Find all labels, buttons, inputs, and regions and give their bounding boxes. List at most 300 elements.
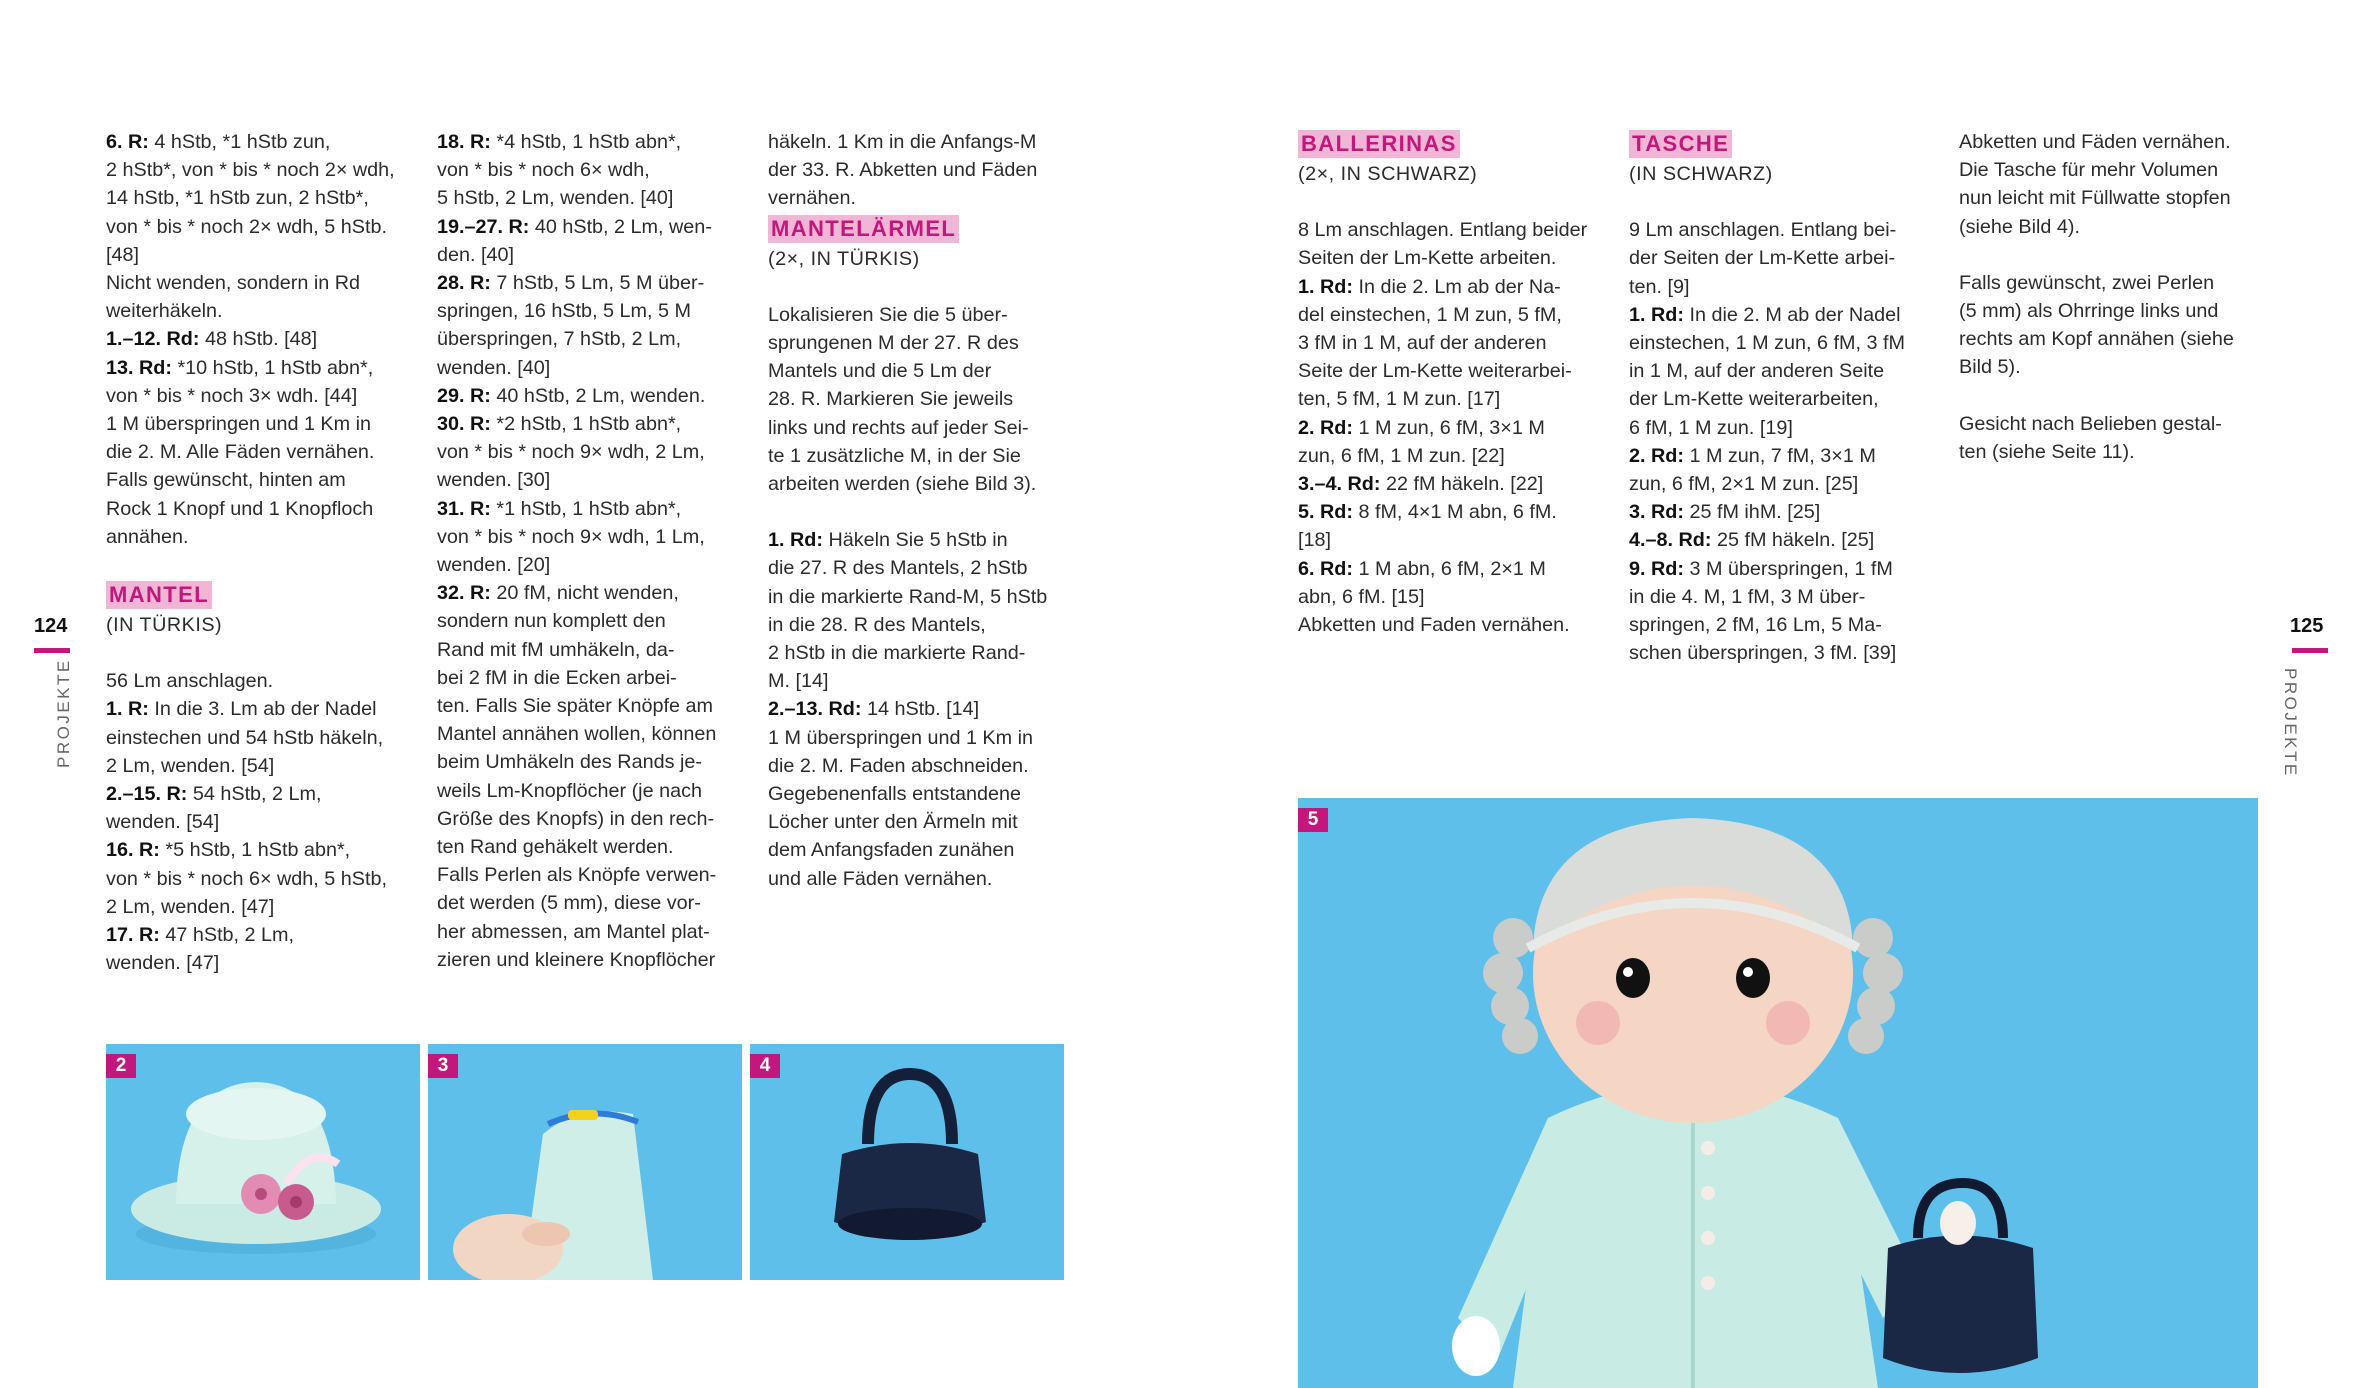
instruction-text: 25 fM häkeln. [25]: [1711, 529, 1875, 552]
instruction-text: von * bis * noch 2× wdh, 5 hStb.: [106, 215, 387, 238]
instruction-line: [437, 297, 737, 325]
row-label: 1. Rd:: [768, 529, 823, 552]
section-heading: [1298, 128, 1598, 160]
instruction-text: Rand mit fM umhäkeln, da-: [437, 638, 675, 661]
instruction-text: In die 3. Lm ab der Nadel: [148, 698, 377, 721]
instruction-text: springen, 2 fM, 16 Lm, 5 Ma-: [1629, 614, 1882, 637]
instruction-line: [768, 442, 1068, 470]
instruction-line: [1298, 583, 1598, 611]
instruction-text: 2 Lm, wenden. [54]: [106, 754, 275, 777]
instruction-text: 14 hStb, *1 hStb zun, 2 hStb*,: [106, 187, 369, 210]
instruction-line: [1629, 329, 1929, 357]
instruction-text: te 1 zusätzliche M, in der Sie: [768, 444, 1021, 467]
instruction-text: Gegebenenfalls entstandene: [768, 783, 1021, 806]
instruction-text: von * bis * noch 3× wdh. [44]: [106, 384, 358, 407]
instruction-line: [106, 808, 406, 836]
instruction-line: [768, 780, 1068, 808]
section-heading: [768, 213, 1068, 245]
instruction-line: [106, 325, 406, 353]
row-label: 30. R:: [437, 413, 491, 436]
instruction-line: [437, 184, 737, 212]
instruction-text: weiterhäkeln.: [106, 300, 223, 323]
instruction-line: [437, 523, 737, 551]
row-label: 19.–27. R:: [437, 215, 530, 238]
instruction-text: häkeln. 1 Km in die Anfangs-M: [768, 131, 1037, 153]
instruction-line: [437, 551, 737, 579]
instruction-text: Nicht wenden, sondern in Rd: [106, 272, 361, 295]
instruction-line: [1959, 410, 2259, 438]
instruction-text: *2 hStb, 1 hStb abn*,: [490, 413, 682, 436]
row-label: 1.–12. Rd:: [106, 328, 200, 351]
instruction-line: [437, 128, 737, 156]
row-label: 32. R:: [437, 582, 491, 605]
instruction-line: [1959, 128, 2259, 156]
instruction-line: [437, 579, 737, 607]
instruction-text: M. [14]: [768, 670, 829, 693]
instruction-line: [1298, 442, 1598, 470]
instruction-line: [106, 893, 406, 921]
photo-badge-2: 2: [106, 1054, 136, 1078]
instruction-line: [768, 865, 1068, 893]
instruction-text: dem Anfangsfaden zunähen: [768, 839, 1015, 862]
photo-badge-5: 5: [1298, 808, 1328, 832]
instruction-text: 47 hStb, 2 Lm,: [159, 924, 295, 947]
instruction-line: [1959, 297, 2259, 325]
instruction-line: [106, 780, 406, 808]
instruction-line: [106, 382, 406, 410]
photo-badge-3: 3: [428, 1054, 458, 1078]
instruction-text: Seite der Lm-Kette weiterarbei-: [1298, 360, 1572, 383]
instruction-line: [1629, 301, 1929, 329]
instruction-line: [437, 325, 737, 353]
row-label: 31. R:: [437, 497, 491, 520]
row-label: 13. Rd:: [106, 356, 172, 379]
instruction-text: der Seiten der Lm-Kette arbei-: [1629, 247, 1896, 270]
instruction-line: [1629, 244, 1929, 272]
instruction-text: 14 hStb. [14]: [861, 698, 980, 721]
instruction-text: ten, 5 fM, 1 M zun. [17]: [1298, 388, 1501, 411]
instruction-line: [1629, 498, 1929, 526]
row-label: 16. R:: [106, 839, 160, 862]
instruction-line: [768, 470, 1068, 498]
instruction-line: [437, 664, 737, 692]
row-label: 2. Rd:: [1298, 416, 1353, 439]
instruction-text: Abketten und Faden vernähen.: [1298, 614, 1570, 637]
instruction-line: [1298, 611, 1598, 639]
instruction-text: 8 fM, 4×1 M abn, 6 fM.: [1352, 501, 1557, 524]
instruction-line: [768, 808, 1068, 836]
photo-doll: [1298, 798, 2258, 1388]
instruction-text: wenden. [20]: [437, 554, 551, 577]
text-column-1: [106, 128, 406, 977]
instruction-line: [1298, 414, 1598, 442]
instruction-line: [437, 918, 737, 946]
instruction-line: [437, 833, 737, 861]
instruction-text: 5 hStb, 2 Lm, wenden. [40]: [437, 187, 674, 210]
instruction-text: Die Tasche für mehr Volumen: [1959, 159, 2219, 182]
instruction-line: [768, 184, 1068, 212]
instruction-text: nun leicht mit Füllwatte stopfen: [1959, 187, 2231, 210]
section-heading-text: BALLERINAS: [1298, 130, 1460, 158]
instruction-line: [1959, 269, 2259, 297]
instruction-text: 1 M zun, 6 fM, 3×1 M: [1352, 416, 1545, 439]
instruction-text: 4 hStb, *1 hStb zun,: [148, 131, 331, 153]
instruction-line: [1298, 357, 1598, 385]
bag-illustration: [750, 1044, 1064, 1280]
instruction-line: [1629, 414, 1929, 442]
instruction-text: Falls gewünscht, hinten am: [106, 469, 346, 492]
instruction-text: ten Rand gehäkelt werden.: [437, 836, 674, 859]
instruction-line: [106, 466, 406, 494]
instruction-line: [437, 946, 737, 974]
instruction-text: Löcher unter den Ärmeln mit: [768, 811, 1018, 834]
instruction-line: [768, 329, 1068, 357]
instruction-text: 2 Lm, wenden. [47]: [106, 895, 275, 918]
instruction-line: [1298, 273, 1598, 301]
instruction-line: [106, 269, 406, 297]
instruction-line: [1298, 244, 1598, 272]
paragraph-gap: [1298, 188, 1598, 216]
instruction-text: arbeiten werden (siehe Bild 3).: [768, 473, 1037, 496]
text-column-5: [1629, 128, 1929, 667]
instruction-text: Größe des Knopfs) in den rech-: [437, 807, 715, 830]
instruction-text: die 27. R des Mantels, 2 hStb: [768, 557, 1028, 580]
row-label: 17. R:: [106, 924, 160, 947]
instruction-line: [437, 748, 737, 776]
paragraph-gap: [1959, 241, 2259, 269]
instruction-line: [437, 636, 737, 664]
row-label: 2.–15. R:: [106, 783, 188, 806]
instruction-line: [106, 667, 406, 695]
instruction-text: beim Umhäkeln des Rands je-: [437, 751, 702, 774]
instruction-line: [768, 639, 1068, 667]
row-label: 3. Rd:: [1629, 501, 1684, 524]
instruction-text: 1 M überspringen und 1 Km in: [768, 726, 1033, 749]
instruction-text: 8 Lm anschlagen. Entlang beider: [1298, 219, 1588, 242]
section-subheading: (IN TÜRKIS): [106, 614, 223, 637]
instruction-text: [18]: [1298, 529, 1331, 552]
instruction-text: 22 fM häkeln. [22]: [1380, 473, 1544, 496]
instruction-line: [106, 495, 406, 523]
instruction-line: [1959, 438, 2259, 466]
instruction-line: [106, 184, 406, 212]
instruction-text: Gesicht nach Belieben gestal-: [1959, 412, 2222, 435]
instruction-text: 1 M zun, 7 fM, 3×1 M: [1683, 444, 1876, 467]
instruction-line: [1629, 611, 1929, 639]
instruction-text: 9 Lm anschlagen. Entlang bei-: [1629, 219, 1897, 242]
instruction-line: [1629, 470, 1929, 498]
instruction-text: von * bis * noch 9× wdh, 1 Lm,: [437, 525, 705, 548]
instruction-line: [1959, 325, 2259, 353]
instruction-line: [1959, 184, 2259, 212]
instruction-line: [106, 410, 406, 438]
instruction-text: zun, 6 fM, 2×1 M zun. [25]: [1629, 473, 1859, 496]
text-column-4: [1298, 128, 1598, 639]
instruction-line: [1629, 526, 1929, 554]
instruction-line: [1959, 213, 2259, 241]
instruction-text: überspringen, 7 hStb, 2 Lm,: [437, 328, 682, 351]
photo-badge-4: 4: [750, 1054, 780, 1078]
instruction-line: [437, 805, 737, 833]
instruction-text: 6 fM, 1 M zun. [19]: [1629, 416, 1793, 439]
instruction-text: det werden (5 mm), diese vor-: [437, 892, 701, 915]
row-label: 2.–13. Rd:: [768, 698, 862, 721]
instruction-text: 40 hStb, 2 Lm, wenden.: [490, 384, 706, 407]
instruction-line: [768, 128, 1068, 156]
instruction-text: der Lm-Kette weiterarbeiten,: [1629, 388, 1879, 411]
instruction-line: [1629, 555, 1929, 583]
instruction-text: sondern nun komplett den: [437, 610, 666, 633]
paragraph-gap: [768, 273, 1068, 301]
instruction-line: [1629, 216, 1929, 244]
instruction-text: schen überspringen, 3 fM. [39]: [1629, 642, 1897, 665]
instruction-line: [437, 213, 737, 241]
instruction-line: [1298, 301, 1598, 329]
instruction-line: [768, 554, 1068, 582]
row-label: 6. R:: [106, 131, 149, 153]
instruction-text: 1 M abn, 6 fM, 2×1 M: [1352, 557, 1546, 580]
instruction-text: 56 Lm anschlagen.: [106, 670, 274, 693]
instruction-text: *1 hStb, 1 hStb abn*,: [490, 497, 682, 520]
instruction-line: [106, 297, 406, 325]
instruction-line: [437, 720, 737, 748]
instruction-line: [1298, 526, 1598, 554]
instruction-line: [1629, 273, 1929, 301]
instruction-text: vernähen.: [768, 187, 856, 210]
paragraph-gap: [1629, 188, 1929, 216]
instruction-text: einstechen und 54 hStb häkeln,: [106, 726, 384, 749]
row-label: 29. R:: [437, 384, 491, 407]
instruction-line: [768, 301, 1068, 329]
instruction-text: del einstechen, 1 M zun, 5 fM,: [1298, 303, 1562, 326]
instruction-line: [106, 921, 406, 949]
paragraph-gap: [106, 551, 406, 579]
instruction-line: [768, 611, 1068, 639]
instruction-line: [768, 724, 1068, 752]
section-heading: [1629, 128, 1929, 160]
instruction-text: springen, 16 hStb, 5 Lm, 5 M: [437, 300, 691, 323]
instruction-line: [1298, 555, 1598, 583]
instruction-line: [437, 777, 737, 805]
instruction-text: annähen.: [106, 525, 189, 548]
section-label-left: PROJEKTE: [54, 658, 73, 768]
instruction-text: *4 hStb, 1 hStb abn*,: [490, 131, 682, 153]
text-column-3: [768, 128, 1068, 893]
instruction-text: her abmessen, am Mantel plat-: [437, 920, 710, 943]
instruction-text: Mantel annähen wollen, können: [437, 723, 717, 746]
instruction-text: bei 2 fM in die Ecken arbei-: [437, 666, 677, 689]
instruction-line: [106, 949, 406, 977]
row-label: 3.–4. Rd:: [1298, 473, 1381, 496]
instruction-line: [1298, 470, 1598, 498]
instruction-line: [768, 752, 1068, 780]
instruction-text: die 2. M. Alle Fäden vernähen.: [106, 441, 375, 464]
section-heading: [106, 579, 406, 611]
instruction-text: *5 hStb, 1 hStb abn*,: [159, 839, 351, 862]
page-number-bar-left: [34, 648, 70, 653]
instruction-text: einstechen, 1 M zun, 6 fM, 3 fM: [1629, 332, 1905, 355]
instruction-line: [437, 438, 737, 466]
instruction-line: [1959, 156, 2259, 184]
instruction-text: (5 mm) als Ohrringe links und: [1959, 300, 2219, 323]
instruction-text: Falls gewünscht, zwei Perlen: [1959, 271, 2215, 294]
instruction-line: [106, 213, 406, 241]
page-number-right: 125: [2290, 615, 2324, 637]
instruction-text: 40 hStb, 2 Lm, wen-: [529, 215, 712, 238]
row-label: 6. Rd:: [1298, 557, 1353, 580]
text-column-6: [1959, 128, 2259, 466]
instruction-text: ten (siehe Seite 11).: [1959, 440, 2135, 463]
section-heading-text: TASCHE: [1629, 130, 1732, 158]
instruction-line: [437, 354, 737, 382]
instruction-text: *10 hStb, 1 hStb abn*,: [171, 356, 374, 379]
page-number-left: 124: [34, 615, 68, 637]
instruction-text: 3 M überspringen, 1 fM: [1683, 557, 1893, 580]
instruction-line: [106, 695, 406, 723]
instruction-line: [768, 526, 1068, 554]
instruction-line: [1629, 639, 1929, 667]
instruction-text: wenden. [30]: [437, 469, 551, 492]
row-label: 9. Rd:: [1629, 557, 1684, 580]
instruction-line: [106, 241, 406, 269]
instruction-text: 2 hStb in die markierte Rand-: [768, 642, 1026, 665]
instruction-text: in die 4. M, 1 fM, 3 M über-: [1629, 585, 1866, 608]
instruction-text: Häkeln Sie 5 hStb in: [822, 529, 1008, 552]
instruction-line: [768, 385, 1068, 413]
hat-illustration: [106, 1044, 420, 1280]
instruction-text: links und rechts auf jeder Sei-: [768, 416, 1029, 439]
instruction-line: [437, 495, 737, 523]
instruction-line: [1959, 353, 2259, 381]
instruction-text: 54 hStb, 2 Lm,: [187, 783, 322, 806]
instruction-text: Bild 5).: [1959, 356, 2021, 379]
instruction-line: [768, 357, 1068, 385]
instruction-line: [1298, 329, 1598, 357]
instruction-line: [106, 354, 406, 382]
instruction-text: weils Lm-Knopflöcher (je nach: [437, 779, 702, 802]
row-label: 1. Rd:: [1629, 303, 1684, 326]
instruction-line: [1298, 385, 1598, 413]
instruction-line: [768, 667, 1068, 695]
instruction-line: [106, 128, 406, 156]
row-label: 1. Rd:: [1298, 275, 1353, 298]
photo-hat: [106, 1044, 420, 1280]
photo-sleeve: [428, 1044, 742, 1280]
sleeve-illustration: [428, 1044, 742, 1280]
instruction-line: [437, 410, 737, 438]
instruction-line: [106, 724, 406, 752]
instruction-text: von * bis * noch 6× wdh,: [437, 159, 650, 182]
instruction-text: In die 2. Lm ab der Na-: [1352, 275, 1561, 298]
instruction-text: wenden. [40]: [437, 356, 551, 379]
instruction-line: [768, 156, 1068, 184]
row-label: 28. R:: [437, 272, 491, 295]
section-heading-text: MANTELÄRMEL: [768, 215, 959, 243]
instruction-line: [437, 692, 737, 720]
instruction-line: [106, 438, 406, 466]
instruction-text: in die markierte Rand-M, 5 hStb: [768, 585, 1048, 608]
instruction-text: (siehe Bild 4).: [1959, 215, 2080, 238]
instruction-line: [437, 382, 737, 410]
instruction-text: 7 hStb, 5 Lm, 5 M über-: [490, 272, 705, 295]
instruction-text: in die 28. R des Mantels,: [768, 613, 986, 636]
section-subheading: (IN SCHWARZ): [1629, 163, 1773, 185]
instruction-text: Mantels und die 5 Lm der: [768, 360, 992, 383]
section-label-right: PROJEKTE: [2281, 668, 2300, 778]
instruction-line: [437, 889, 737, 917]
instruction-line: [106, 752, 406, 780]
instruction-text: 25 fM ihM. [25]: [1683, 501, 1821, 524]
instruction-text: 1 M überspringen und 1 Km in: [106, 413, 371, 436]
instruction-text: ten. [9]: [1629, 275, 1690, 298]
instruction-line: [437, 241, 737, 269]
paragraph-gap: [106, 639, 406, 667]
instruction-line: [1629, 442, 1929, 470]
instruction-line: [106, 865, 406, 893]
instruction-text: rechts am Kopf annähen (siehe: [1959, 328, 2234, 351]
instruction-text: wenden. [47]: [106, 952, 220, 975]
instruction-line: [1298, 498, 1598, 526]
instruction-text: sprungenen M der 27. R des: [768, 332, 1019, 355]
instruction-line: [106, 523, 406, 551]
instruction-line: [1629, 583, 1929, 611]
row-label: 5. Rd:: [1298, 501, 1353, 524]
instruction-line: [437, 607, 737, 635]
section-heading-text: MANTEL: [106, 581, 212, 609]
instruction-line: [768, 695, 1068, 723]
instruction-text: Lokalisieren Sie die 5 über-: [768, 303, 1008, 326]
doll-illustration: [1298, 798, 2258, 1388]
instruction-text: ten. Falls Sie später Knöpfe am: [437, 695, 713, 718]
instruction-line: [1298, 216, 1598, 244]
instruction-text: Falls Perlen als Knöpfe verwen-: [437, 864, 717, 887]
instruction-text: 20 fM, nicht wenden,: [490, 582, 679, 605]
instruction-text: abn, 6 fM. [15]: [1298, 585, 1425, 608]
instruction-line: [437, 156, 737, 184]
instruction-line: [106, 156, 406, 184]
instruction-text: 48 hStb. [48]: [199, 328, 318, 351]
section-subheading: (2×, IN TÜRKIS): [768, 247, 920, 270]
instruction-text: 3 fM in 1 M, auf der anderen: [1298, 332, 1547, 355]
photo-bag: [750, 1044, 1064, 1280]
instruction-line: [768, 414, 1068, 442]
row-label: 1. R:: [106, 698, 149, 721]
instruction-text: wenden. [54]: [106, 811, 220, 834]
instruction-text: von * bis * noch 6× wdh, 5 hStb,: [106, 867, 387, 890]
instruction-text: Seiten der Lm-Kette arbeiten.: [1298, 247, 1557, 270]
instruction-text: Rock 1 Knopf und 1 Knopfloch: [106, 497, 374, 520]
instruction-text: zun, 6 fM, 1 M zun. [22]: [1298, 444, 1505, 467]
instruction-text: in 1 M, auf der anderen Seite: [1629, 360, 1885, 383]
row-label: 2. Rd:: [1629, 444, 1684, 467]
instruction-text: den. [40]: [437, 243, 514, 266]
instruction-line: [106, 836, 406, 864]
instruction-line: [437, 466, 737, 494]
instruction-line: [1629, 357, 1929, 385]
instruction-line: [768, 583, 1068, 611]
instruction-text: von * bis * noch 9× wdh, 2 Lm,: [437, 441, 705, 464]
instruction-text: der 33. R. Abketten und Fäden: [768, 159, 1038, 182]
section-subheading: (2×, IN SCHWARZ): [1298, 163, 1478, 185]
instruction-text: 28. R. Markieren Sie jeweils: [768, 388, 1014, 411]
paragraph-gap: [1959, 382, 2259, 410]
instruction-line: [437, 861, 737, 889]
page-number-bar-right: [2292, 648, 2328, 653]
instruction-line: [437, 269, 737, 297]
instruction-text: 2 hStb*, von * bis * noch 2× wdh,: [106, 159, 395, 182]
instruction-text: die 2. M. Faden abschneiden.: [768, 754, 1029, 777]
instruction-line: [768, 836, 1068, 864]
